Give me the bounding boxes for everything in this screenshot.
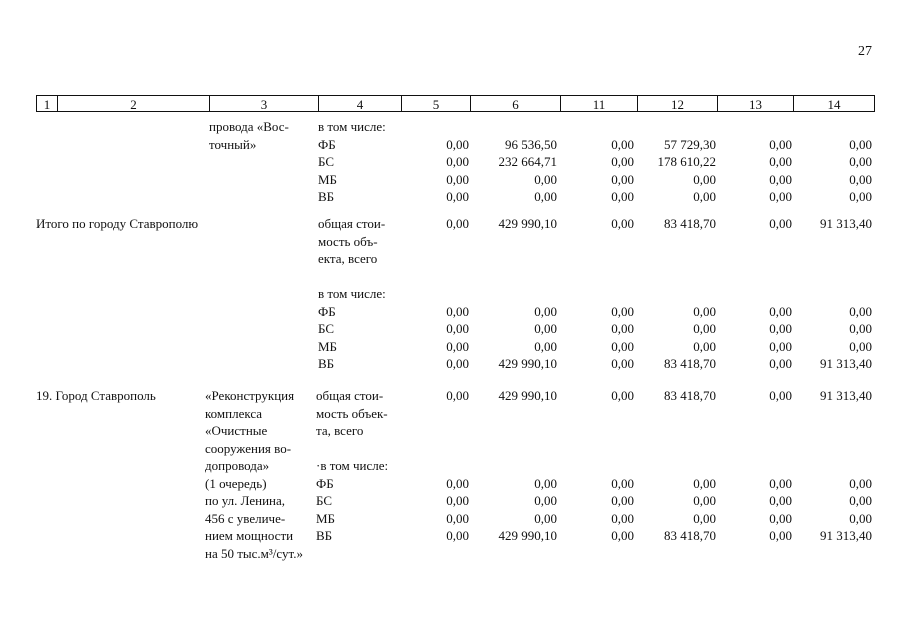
funding-row-value: 96 536,50	[505, 136, 557, 152]
funding-row-value: 0,00	[446, 321, 469, 336]
funding-row-value: 0,00	[769, 154, 792, 169]
header-cell-4: 4	[318, 95, 401, 112]
funding-row-value: 232 664,71	[498, 154, 557, 169]
total-row-value: 0,00	[769, 388, 792, 403]
funding-row-value: 0,00	[446, 493, 469, 508]
funding-row-value: 429 990,10	[498, 528, 557, 543]
total-row-value: 0,00	[611, 388, 634, 403]
header-cell-3: 3	[209, 95, 318, 112]
header-cell-1: 1	[36, 95, 57, 112]
funding-row-value: 0,00	[446, 154, 469, 169]
total-row-value: 83 418,70	[664, 216, 716, 231]
funding-row-value: 429 990,10	[498, 356, 557, 371]
funding-row-value: 0,00	[769, 136, 792, 152]
funding-row-value: 0,00	[534, 321, 557, 336]
row-caption: общая стои-	[318, 216, 386, 231]
funding-row-value: 0,00	[446, 171, 469, 187]
funding-source-label: ВБ	[318, 356, 335, 371]
object-name-line: допровода»	[205, 458, 270, 473]
funding-row-value: 0,00	[693, 303, 716, 319]
row-caption: екта, всего	[318, 251, 378, 266]
funding-row-value: 0,00	[769, 303, 792, 319]
header-cell-6: 6	[470, 95, 560, 112]
funding-row-value: 0,00	[611, 189, 634, 204]
funding-row-value: 0,00	[534, 493, 557, 508]
row-caption: мость объ-	[318, 233, 378, 249]
total-row-value: 91 313,40	[820, 388, 872, 403]
header-cell-12: 12	[637, 95, 717, 112]
object-name-line: «Реконструкция	[205, 388, 295, 403]
object-name-line: на 50 тыс.м³/сут.»	[205, 545, 303, 561]
funding-row-value: 0,00	[534, 510, 557, 526]
funding-source-label: ФБ	[318, 303, 336, 319]
funding-row-value: 0,00	[849, 303, 872, 319]
total-row-value: 91 313,40	[820, 216, 872, 231]
funding-row-value: 0,00	[849, 189, 872, 204]
funding-row-value: 0,00	[849, 154, 872, 169]
total-row-value: 429 990,10	[498, 388, 557, 403]
funding-row-value: 0,00	[769, 493, 792, 508]
funding-source-label: ФБ	[316, 475, 334, 491]
funding-row-value: 0,00	[611, 356, 634, 371]
funding-row-value: 0,00	[534, 303, 557, 319]
funding-row-value: 0,00	[693, 189, 716, 204]
funding-row-value: 0,00	[446, 356, 469, 371]
funding-row-value: 0,00	[849, 338, 872, 354]
funding-row-value: 57 729,30	[664, 136, 716, 152]
total-row-value: 0,00	[611, 216, 634, 231]
header-cell-5: 5	[401, 95, 470, 112]
page-number: 27	[858, 44, 872, 59]
funding-row-value: 0,00	[769, 189, 792, 204]
object-name-line: «Очистные	[205, 423, 268, 438]
funding-source-label: БС	[318, 321, 335, 336]
row-caption: ·в том числе:	[316, 458, 389, 473]
funding-source-label: ВБ	[318, 189, 335, 204]
row-caption: та, всего	[316, 423, 364, 438]
funding-row-value: 0,00	[769, 475, 792, 491]
funding-source-label: БС	[318, 154, 335, 169]
object-name-line: 456 с увеличе-	[205, 510, 286, 526]
object-name-line: точный»	[209, 136, 257, 152]
funding-row-value: 0,00	[769, 356, 792, 371]
header-cell-13: 13	[717, 95, 793, 112]
funding-row-value: 0,00	[611, 510, 634, 526]
funding-source-label: ВБ	[316, 528, 333, 543]
header-cell-14: 14	[793, 95, 875, 112]
funding-row-value: 0,00	[849, 510, 872, 526]
total-row-value: 0,00	[446, 216, 469, 231]
funding-row-value: 0,00	[611, 136, 634, 152]
funding-row-value: 0,00	[769, 321, 792, 336]
funding-row-value: 0,00	[849, 136, 872, 152]
funding-row-value: 0,00	[446, 136, 469, 152]
funding-row-value: 0,00	[693, 475, 716, 491]
funding-source-label: БС	[316, 493, 333, 508]
object-name-line: комплекса	[205, 405, 263, 421]
funding-row-value: 0,00	[611, 171, 634, 187]
funding-row-value: 0,00	[446, 189, 469, 204]
funding-row-value: 0,00	[849, 475, 872, 491]
funding-row-value: 0,00	[693, 493, 716, 508]
funding-row-value: 0,00	[849, 493, 872, 508]
funding-row-value: 0,00	[611, 528, 634, 543]
funding-row-value: 83 418,70	[664, 528, 716, 543]
total-row-value: 0,00	[446, 388, 469, 403]
object-name-line: (1 очередь)	[205, 475, 267, 491]
funding-row-value: 91 313,40	[820, 356, 872, 371]
funding-row-value: 0,00	[769, 338, 792, 354]
funding-source-label: ФБ	[318, 136, 336, 152]
funding-row-value: 0,00	[769, 171, 792, 187]
row-caption: общая стои-	[316, 388, 384, 403]
funding-row-value: 0,00	[693, 171, 716, 187]
funding-row-value: 0,00	[534, 475, 557, 491]
row-caption: мость объек-	[316, 405, 388, 421]
funding-row-value: 0,00	[534, 189, 557, 204]
header-cell-2: 2	[57, 95, 209, 112]
funding-row-value: 0,00	[446, 510, 469, 526]
funding-source-label: МБ	[318, 338, 338, 354]
funding-row-value: 178 610,22	[657, 154, 716, 169]
object-name-line: сооружения во-	[205, 440, 292, 456]
object-name-line: нием мощности	[205, 528, 294, 543]
funding-row-value: 0,00	[446, 338, 469, 354]
object-name-line: по ул. Ленина,	[205, 493, 286, 508]
funding-row-value: 0,00	[611, 321, 634, 336]
funding-row-value: 0,00	[534, 338, 557, 354]
funding-row-value: 0,00	[849, 321, 872, 336]
total-row-value: 429 990,10	[498, 216, 557, 231]
funding-row-value: 0,00	[611, 475, 634, 491]
funding-row-value: 0,00	[769, 510, 792, 526]
object-name-line: провода «Вос-	[209, 119, 289, 134]
funding-row-value: 0,00	[849, 171, 872, 187]
row-caption: в том числе:	[318, 286, 386, 301]
funding-row-value: 83 418,70	[664, 356, 716, 371]
funding-source-label: МБ	[316, 510, 336, 526]
funding-row-value: 0,00	[446, 303, 469, 319]
municipality-title: 19. Город Ставрополь	[36, 388, 156, 403]
funding-row-value: 0,00	[611, 303, 634, 319]
funding-row-value: 0,00	[611, 338, 634, 354]
funding-row-value: 0,00	[534, 171, 557, 187]
funding-row-value: 0,00	[446, 528, 469, 543]
funding-row-value: 0,00	[693, 321, 716, 336]
header-cell-11: 11	[560, 95, 637, 112]
funding-row-value: 91 313,40	[820, 528, 872, 543]
funding-row-value: 0,00	[769, 528, 792, 543]
total-row-value: 0,00	[769, 216, 792, 231]
funding-row-value: 0,00	[611, 154, 634, 169]
funding-row-value: 0,00	[693, 338, 716, 354]
funding-row-value: 0,00	[611, 493, 634, 508]
total-row-value: 83 418,70	[664, 388, 716, 403]
subtotal-title: Итого по городу Ставрополю	[36, 216, 199, 231]
funding-source-label: МБ	[318, 171, 338, 187]
row-caption: в том числе:	[318, 119, 386, 134]
funding-row-value: 0,00	[446, 475, 469, 491]
funding-row-value: 0,00	[693, 510, 716, 526]
